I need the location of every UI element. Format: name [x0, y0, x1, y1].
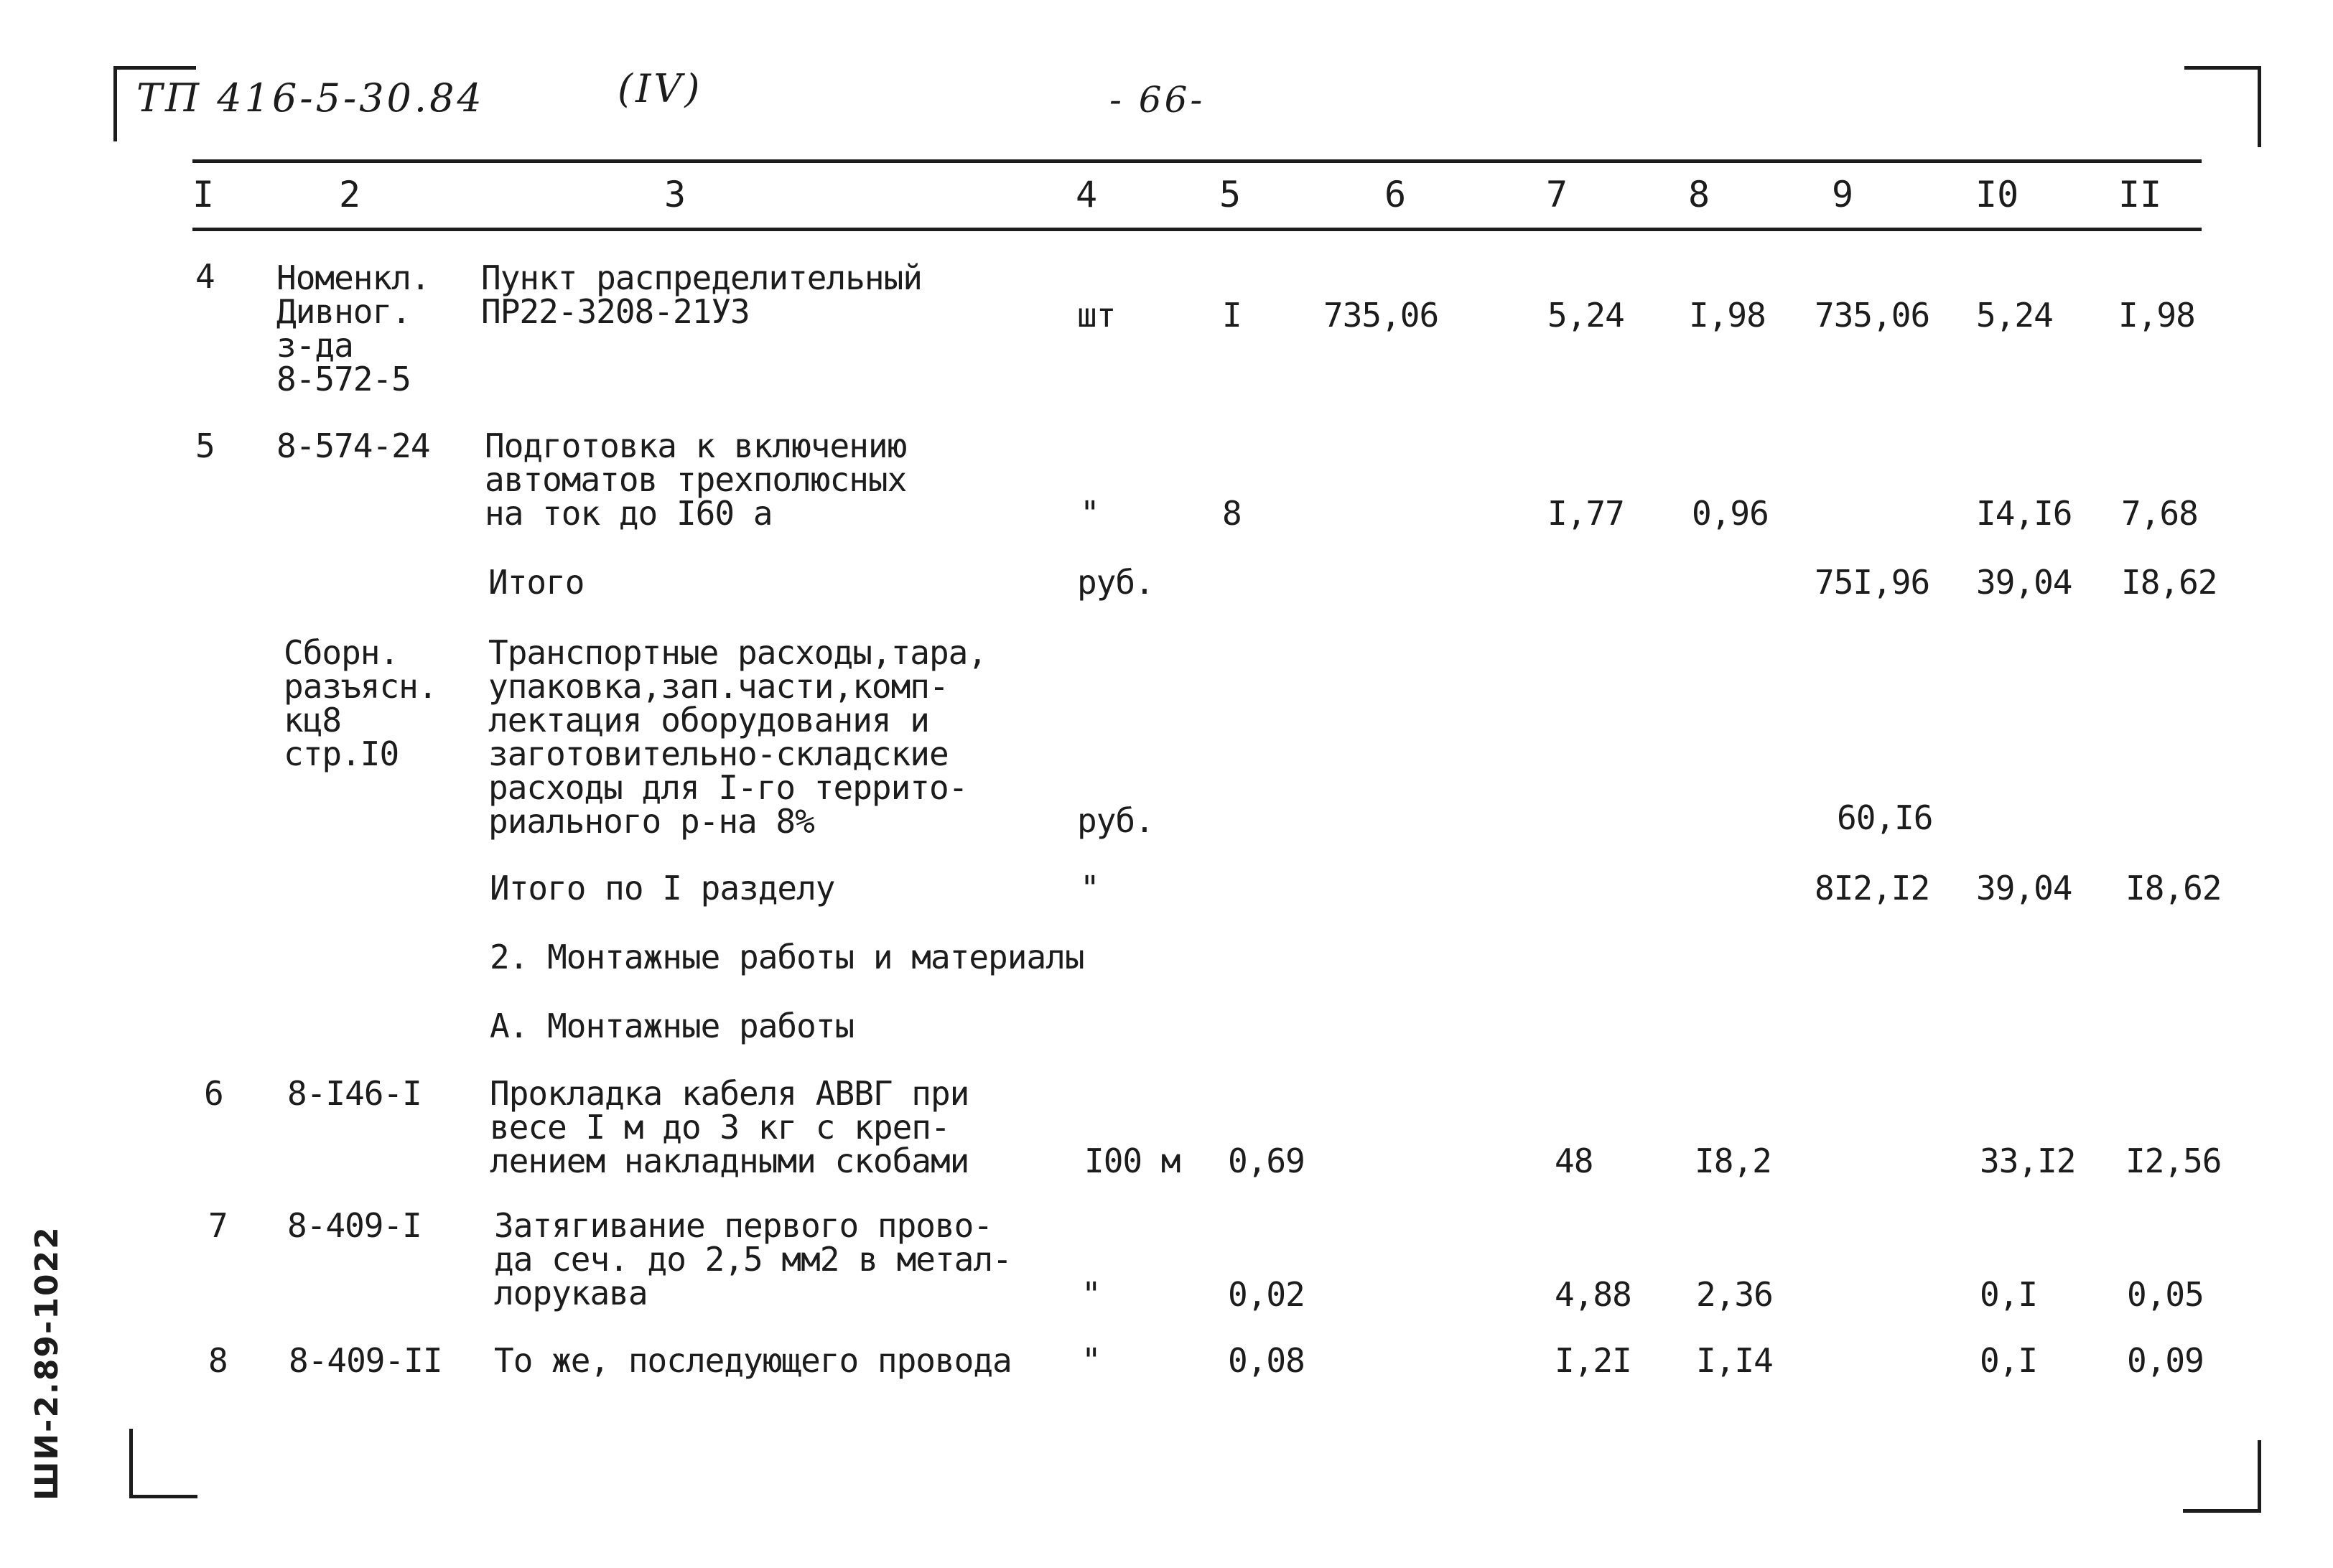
- row-col8: 0,96: [1692, 494, 1769, 533]
- row-col7: I,2I: [1555, 1341, 1631, 1380]
- side-stamp: ШИ-2.89-1022: [29, 1226, 65, 1501]
- row-unit: шт: [1077, 296, 1116, 335]
- row-name: То же, последующего провода: [494, 1341, 1012, 1380]
- row-qty: 8: [1222, 494, 1242, 533]
- row-col10: I4,I6: [1976, 494, 2072, 533]
- row-col8: I,98: [1689, 296, 1766, 335]
- row-col10: 0,I: [1980, 1341, 2038, 1380]
- row-unit: I00 м: [1084, 1142, 1181, 1180]
- volume-mark: (IV): [618, 66, 703, 111]
- row-number: 6: [204, 1074, 223, 1113]
- row-col11: I,98: [2118, 296, 2195, 335]
- corner-mark-bottom-right: [2183, 1440, 2261, 1513]
- row-unit: ": [1080, 494, 1099, 533]
- row-code: Номенкл. Дивног. з-да 8-572-5: [276, 258, 430, 398]
- row-col10: 5,24: [1976, 296, 2053, 335]
- row-qty: I: [1222, 296, 1242, 335]
- row-code: 8-574-24: [276, 426, 430, 465]
- row-qty: 0,02: [1228, 1275, 1305, 1314]
- document-code: ТП 416-5-30.84: [136, 75, 485, 121]
- row-col7: 5,24: [1547, 296, 1624, 335]
- row-code: Сборн. разъясн. кц8 стр.I0: [284, 633, 437, 773]
- row-name: Подготовка к включению автоматов трехполюсных на ток до I60 а: [485, 426, 907, 533]
- corner-mark-top-right: [2184, 66, 2261, 147]
- row-col11: 0,05: [2127, 1275, 2204, 1314]
- row-number: 4: [195, 257, 215, 296]
- row-code: 8-I46-I: [287, 1074, 422, 1113]
- corner-mark-bottom-left: [129, 1429, 197, 1498]
- row-code: 8-409-I: [287, 1206, 422, 1245]
- row-col10: 33,I2: [1980, 1142, 2076, 1180]
- row-col9: 75I,96: [1815, 563, 1930, 602]
- row-col11: I8,62: [2121, 563, 2217, 602]
- row-col8: I8,2: [1695, 1142, 1771, 1180]
- column-header-10: I0: [1975, 174, 2019, 215]
- row-col10: 0,I: [1980, 1275, 2038, 1314]
- row-col7: I,77: [1547, 494, 1624, 533]
- row-col8: I,I4: [1696, 1341, 1773, 1380]
- row-name: Итого: [488, 563, 585, 602]
- row-code: 8-409-II: [289, 1341, 442, 1380]
- section-heading: 2. Монтажные работы и материалы: [490, 938, 1084, 976]
- row-col7: 48: [1555, 1142, 1593, 1180]
- row-col11: 0,09: [2127, 1341, 2204, 1380]
- column-header-3: 3: [664, 174, 686, 215]
- table-header-rule: [192, 228, 2202, 231]
- column-header-9: 9: [1832, 174, 1854, 215]
- row-number: 8: [208, 1341, 228, 1380]
- column-header-1: I: [192, 174, 215, 215]
- row-qty: 0,08: [1228, 1341, 1305, 1380]
- row-col11: I8,62: [2125, 869, 2222, 907]
- row-col10: 39,04: [1976, 869, 2072, 907]
- row-col9: 735,06: [1815, 296, 1930, 335]
- row-col10: 39,04: [1976, 563, 2072, 602]
- column-header-7: 7: [1546, 174, 1568, 215]
- row-name: Транспортные расходы,тара, упаковка,зап.части,комп- лектация оборудования и заготовительно-складские расходы для I-го террито- риального р-на 8%: [488, 633, 987, 841]
- row-number: 5: [195, 426, 215, 465]
- row-unit: руб.: [1077, 801, 1154, 840]
- row-qty: 0,69: [1228, 1142, 1305, 1180]
- column-header-11: II: [2118, 174, 2162, 215]
- table-top-rule: [192, 159, 2202, 163]
- column-header-8: 8: [1688, 174, 1710, 215]
- row-col7: 4,88: [1555, 1275, 1631, 1314]
- row-col9: 8I2,I2: [1815, 869, 1930, 907]
- subsection-heading: А. Монтажные работы: [490, 1007, 854, 1045]
- column-header-4: 4: [1076, 174, 1098, 215]
- row-unit: ": [1080, 869, 1099, 907]
- row-name: Прокладка кабеля АВВГ при весе I м до 3 кг с креп- лением накладными скобами: [490, 1074, 969, 1180]
- column-header-6: 6: [1384, 174, 1407, 215]
- row-name: Итого по I разделу: [490, 869, 835, 907]
- row-name: Затягивание первого прово- да сеч. до 2,5 мм2 в метал- лорукава: [494, 1206, 1012, 1312]
- row-col9: 60,I6: [1837, 798, 1933, 837]
- column-header-2: 2: [339, 174, 361, 215]
- column-header-5: 5: [1219, 174, 1242, 215]
- row-col11: 7,68: [2121, 494, 2198, 533]
- row-number: 7: [208, 1206, 228, 1245]
- page-number: - 66-: [1109, 79, 1206, 121]
- row-unit: ": [1081, 1341, 1101, 1380]
- row-unit: ": [1081, 1275, 1101, 1314]
- row-unit: руб.: [1077, 563, 1154, 602]
- row-col11: I2,56: [2125, 1142, 2222, 1180]
- row-col8: 2,36: [1696, 1275, 1773, 1314]
- row-col6: 735,06: [1323, 296, 1439, 335]
- row-name: Пункт распределительный ПР22-3208-21У3: [481, 258, 922, 331]
